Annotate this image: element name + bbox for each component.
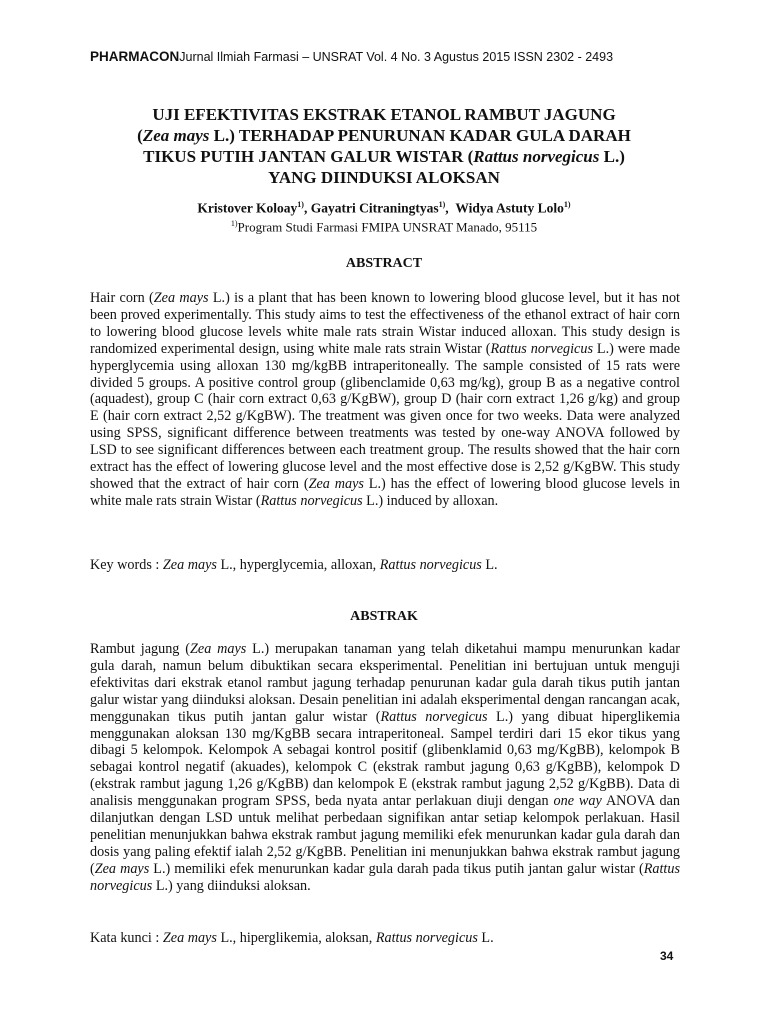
kata-kunci-text-2: L. — [477, 930, 494, 946]
title-line-4: YANG DIINDUKSI ALOKSAN — [268, 168, 500, 187]
author-1-sup: 1) — [297, 200, 304, 209]
keywords-text-2: L. — [481, 557, 498, 573]
affiliation-text: Program Studi Farmasi FMIPA UNSRAT Manado, 95115 — [237, 219, 538, 235]
authors — [90, 200, 678, 217]
abstrak-species-4: Rattus norvegicus — [90, 860, 680, 894]
abstract-species-2: Rattus norvegicus — [490, 340, 593, 357]
abstract-text-2: L.) is a plant that has been known to lowering blood glucose level, but it has not been proved experimentally. This study aims to test the effectiveness of the ethanol extract of hair corn to lowering blood glucose levels white male rats strain Wistar induced alloxan. This study design is randomized experimental design, using white male rats strain Wistar ( — [90, 290, 680, 357]
title-line-2-rest: L.) TERHADAP PENURUNAN KADAR GULA DARAH — [209, 126, 631, 145]
author-sep-2: , — [445, 200, 452, 216]
title-line-2-open: ( — [137, 126, 143, 145]
author-1: Kristover Koloay — [197, 200, 298, 216]
author-2-sup: 1) — [438, 200, 446, 209]
author-sep-1: , — [303, 200, 311, 216]
keywords-species-1: Zea mays — [162, 557, 217, 573]
keywords-species-2: Rattus norvegicus — [379, 557, 482, 573]
abstrak-text-3: L.) yang dibuat hiperglikemia menggunakan aloksan 130 mg/KgBB secara intraperitoneal. Sampel terdiri dari 15 ekor tikus yang dibagi 5 kelompok. Kelompok A sebagai kontrol positif (glibenklamid 0,63 mg/KgBB), kelompok B sebagai kontrol negatif (akuades), kelompok C (ekstrak rambut jagung 0,63 g/KgBB), kelompok D (ekstrak rambut jagung 1,26 g/KgBB) dan kelompok E (ekstrak rambut jagung 2,52 g/KgBB). Data di analisis menggunakan program SPSS, beda nyata antar perlakuan diuji dengan — [90, 708, 681, 810]
abstract-text-4: L.) has the effect of lowering blood glucose levels in white male rats strain Wistar ( — [90, 475, 680, 509]
journal-header — [90, 49, 613, 64]
title-line-3-pre: TIKUS PUTIH JANTAN GALUR WISTAR ( — [143, 147, 474, 166]
abstract-heading: ABSTRACT — [345, 256, 423, 271]
abstrak-species-3: Zea mays — [94, 860, 150, 877]
journal-brand: PHARMACON — [90, 49, 180, 64]
affiliation-sup: 1) — [230, 219, 238, 228]
abstract-text-5: L.) induced by alloxan. — [362, 492, 499, 509]
abstract-species-3: Zea mays — [308, 475, 364, 492]
abstrak-text-1: Rambut jagung ( — [90, 641, 190, 657]
title-line-1: UJI EFEKTIVITAS EKSTRAK ETANOL RAMBUT JAGUNG — [152, 105, 616, 124]
abstrak-text-4: ANOVA dan dilanjutkan dengan LSD untuk melihat perbedaan signifikan antar setiap kelompok perlakuan. Hasil penelitian menunjukkan bahwa ekstrak rambut jagung memiliki efek menurunkan kadar gula darah dan dosis yang paling efektif ialah 2,52 g/KgBB. Penelitian ini menunjukkan bahwa ekstrak rambut jagung ( — [90, 793, 680, 877]
abstrak-paragraph — [90, 641, 680, 895]
author-3: Widya Astuty Lolo — [455, 200, 564, 216]
abstract-text-3: L.) were made hyperglycemia using alloxan 130 mg/kgBB intraperitoneally. The sample consisted of 15 rats were divided 5 groups. A positive control group (glibenclamide 0,63 mg/kg), group B as a negative control (aquadest), group C (hair corn extract 0,63 g/KgBW), group D (hair corn extract 1,26 g/kg) and group E (hair corn extract 2,52 g/KgBW). The treatment was given once for two weeks. Data were analyzed using SPSS, significant difference between treatments was tested by one-way ANOVA followed by LSD to see significant differences between each treatment group. The results showed that the hair corn extract has the effect of lowering glucose level and the most effective dose is 2,52 g/KgBW. This study showed that the extract of hair corn ( — [90, 340, 680, 492]
page-number: 34 — [660, 949, 674, 963]
title-species-zea: Zea mays — [142, 126, 210, 145]
keywords-label: Key words : — [90, 557, 163, 573]
affiliation — [90, 219, 678, 235]
kata-kunci-species-2: Rattus norvegicus — [375, 930, 478, 946]
abstract-species-4: Rattus norvegicus — [260, 492, 363, 509]
abstract-species-1: Zea mays — [153, 290, 209, 306]
abstrak-species-1: Zea mays — [190, 641, 247, 657]
abstrak-heading: ABSTRAK — [350, 609, 418, 624]
author-3-sup: 1) — [563, 200, 571, 209]
abstract-paragraph — [90, 290, 680, 510]
abstract-text-1: Hair corn ( — [90, 290, 154, 306]
keywords-text-1: L., hyperglycemia, alloxan, — [216, 557, 380, 573]
abstrak-text-5: L.) memiliki efek menurunkan kadar gula darah pada tikus putih jantan galur wistar ( — [149, 860, 644, 877]
journal-details: Jurnal Ilmiah Farmasi – UNSRAT Vol. 4 No. 3 Agustus 2015 ISSN 2302 - 2493 — [179, 50, 614, 64]
keywords — [90, 557, 680, 574]
kata-kunci-species-1: Zea mays — [162, 930, 217, 946]
kata-kunci — [90, 930, 680, 947]
abstrak-text-6: L.) yang diinduksi aloksan. — [152, 877, 311, 894]
paper-title — [90, 104, 678, 188]
author-2: Gayatri Citraningtyas — [310, 200, 439, 216]
title-line-3-post: L.) — [599, 147, 625, 166]
abstrak-species-2: Rattus norvegicus — [380, 708, 488, 725]
title-species-rattus: Rattus norvegicus — [473, 147, 600, 166]
abstrak-emph-one-way: one way — [553, 793, 602, 810]
kata-kunci-label: Kata kunci : — [90, 930, 163, 946]
abstrak-text-2: L.) merupakan tanaman yang telah diketahui mampu menurunkan kadar gula darah, namun belum dibuktikan secara eksperimental. Penelitian ini bertujuan untuk menguji efektivitas dari ekstrak etanol rambut jagung terhadap penurunan kadar gula darah tikus putih jantan galur wistar yang diinduksi aloksan. Desain penelitian ini adalah eksperimental dengan rancangan acak, menggunakan tikus putih jantan galur wistar ( — [90, 641, 681, 725]
kata-kunci-text-1: L., hiperglikemia, aloksan, — [216, 930, 376, 946]
